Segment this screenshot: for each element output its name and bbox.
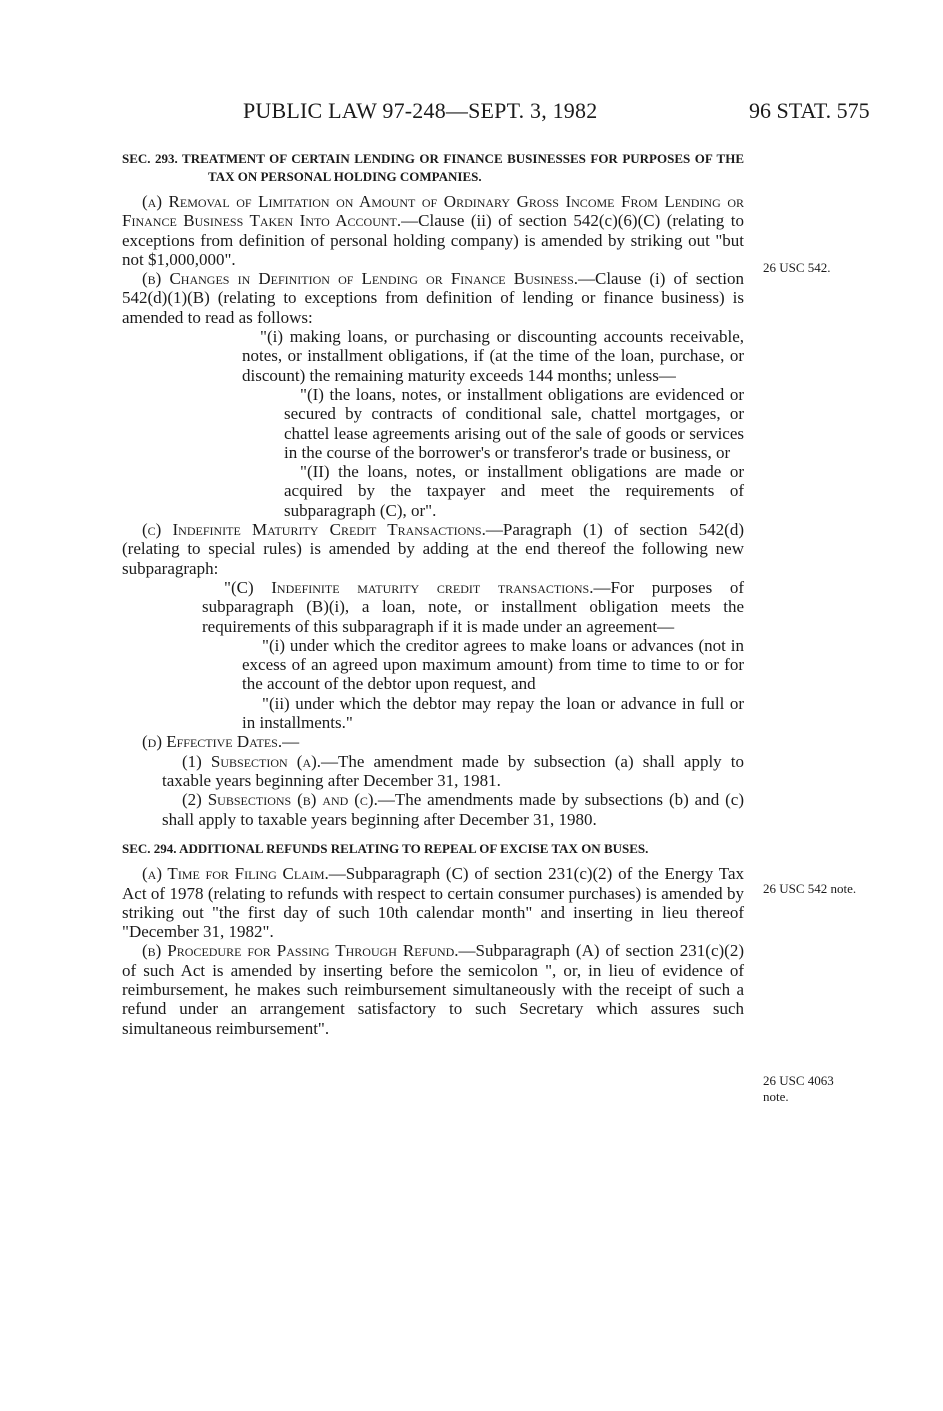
sec293-subsection-b bbox=[122, 269, 744, 327]
margin-note-usc-4063-note: note. bbox=[763, 1089, 789, 1104]
sec293-c-quoted-clause-ii: "(ii) under which the debtor may repay the loan or advance in full or in installments." bbox=[242, 693, 744, 733]
sec294-subsection-b bbox=[122, 941, 744, 1037]
subsection-c-caption: (c) Indefinite Maturity Credit Transactions.— bbox=[142, 520, 503, 540]
margin-note-usc-4063: 26 USC 4063 bbox=[763, 1073, 834, 1088]
document-body bbox=[122, 150, 744, 1038]
subsection-c-text: Paragraph (1) of section 542(d) (relating to special rules) is amended by adding at the end thereof the following new subparagraph: bbox=[122, 520, 744, 578]
page-header-stat: 96 STAT. 575 bbox=[749, 98, 870, 123]
sec294-a-text: Subparagraph (C) of section 231(c)(2) of the Energy Tax Act of 1978 (relating to refunds with respect to certain consumer purchases) is amended by striking out "the first day of such 10th calendar month" and inserting in lieu thereof "December 31, 1982". bbox=[122, 864, 744, 942]
sec293-subsection-a bbox=[122, 192, 744, 269]
paragraph-2-text: The amendments made by subsections (b) and (c) shall apply to taxable years beginning after December 31, 1980. bbox=[162, 790, 745, 829]
sec294-a-caption: (a) Time for Filing Claim.— bbox=[142, 864, 346, 884]
sec293-b-quoted-clause-i: "(i) making loans, or purchasing or discounting accounts receivable, notes, or installment obligations, if (at the time of the loan, purchase, or discount) the remaining maturity exceeds 144 months; unless— bbox=[242, 327, 744, 385]
sec293-b-quoted-subclause-II: "(II) the loans, notes, or installment obligations are made or acquired by the taxpayer and meet the requirements of subparagraph (C), or". bbox=[284, 462, 744, 520]
page-header-title: PUBLIC LAW 97-248—SEPT. 3, 1982 bbox=[243, 98, 598, 123]
margin-note-usc-542: 26 USC 542. bbox=[763, 260, 831, 275]
sec294-subsection-a bbox=[122, 864, 744, 941]
sec293-subsection-c bbox=[122, 520, 744, 578]
subsection-b-caption: (b) Changes in Definition of Lending or Finance Business.— bbox=[142, 269, 595, 289]
quoted-subparagraph-caption: "(C) Indefinite maturity credit transactions.— bbox=[224, 577, 611, 597]
subsection-d-caption: (d) Effective Dates.— bbox=[142, 732, 300, 752]
sec294-b-caption: (b) Procedure for Passing Through Refund.— bbox=[142, 941, 476, 961]
paragraph-2-caption: (2) Subsections (b) and (c).— bbox=[182, 790, 395, 810]
quoted-subparagraph-text: For purposes of subparagraph (B)(i), a loan, note, or installment obligation meets the requirements of this subparagraph if it is made under an agreement— bbox=[202, 577, 744, 636]
sec293-c-quoted-clause-i: "(i) under which the creditor agrees to make loans or advances (not in excess of an agreed upon maximum amount) from time to time to or for the account of the debtor upon request, and bbox=[242, 635, 744, 694]
sec293-d-paragraph-2 bbox=[122, 790, 744, 829]
sec294-b-text: Subparagraph (A) of section 231(c)(2) of such Act is amended by inserting before the semicolon ", or, in lieu of evidence of reimbursement, he makes such reimbursement simultaneously with the receipt of such a refund under an arrangement satisfactory to such Secretary which assures such simultaneous reimbursement". bbox=[122, 941, 744, 1038]
paragraph-1-caption: (1) Subsection (a).— bbox=[182, 751, 339, 771]
sec293-b-quoted-subclause-I: "(I) the loans, notes, or installment obligations are evidenced or secured by contracts of conditional sale, chattel mortgages, or chattel lease agreements arising out of the sale of goods or services in the course of the borrower's or transferor's trade or business, or bbox=[284, 384, 744, 462]
subsection-b-text: Clause (i) of section 542(d)(1)(B) (relating to exceptions from definition of lending or finance business) is amended to read as follows: bbox=[122, 269, 744, 327]
subsection-a-text: Clause (ii) of section 542(c)(6)(C) (relating to exceptions from definition of personal holding company) is amended by striking out "but not $1,000,000". bbox=[122, 211, 744, 269]
sec293-c-quoted-subparagraph bbox=[122, 578, 744, 636]
paragraph-1-text: The amendment made by subsection (a) shall apply to taxable years beginning after December 31, 1981. bbox=[162, 751, 744, 790]
sec293-d-paragraph-1 bbox=[122, 752, 744, 791]
section-294-heading: SEC. 294. ADDITIONAL REFUNDS RELATING TO REPEAL OF EXCISE TAX ON BUSES. bbox=[122, 840, 649, 856]
section-293-heading: SEC. 293. TREATMENT OF CERTAIN LENDING OR FINANCE BUSINESSES FOR PURPOSES OF THE TAX ON PERSONAL HOLDING COMPANIES. bbox=[122, 151, 744, 184]
sec293-subsection-d bbox=[122, 732, 744, 751]
subsection-a-caption: (a) Removal of Limitation on Amount of Ordinary Gross Income From Lending or Finance Business Taken Into Account.— bbox=[122, 192, 744, 231]
margin-note-usc-542-note: 26 USC 542 note. bbox=[763, 881, 857, 896]
